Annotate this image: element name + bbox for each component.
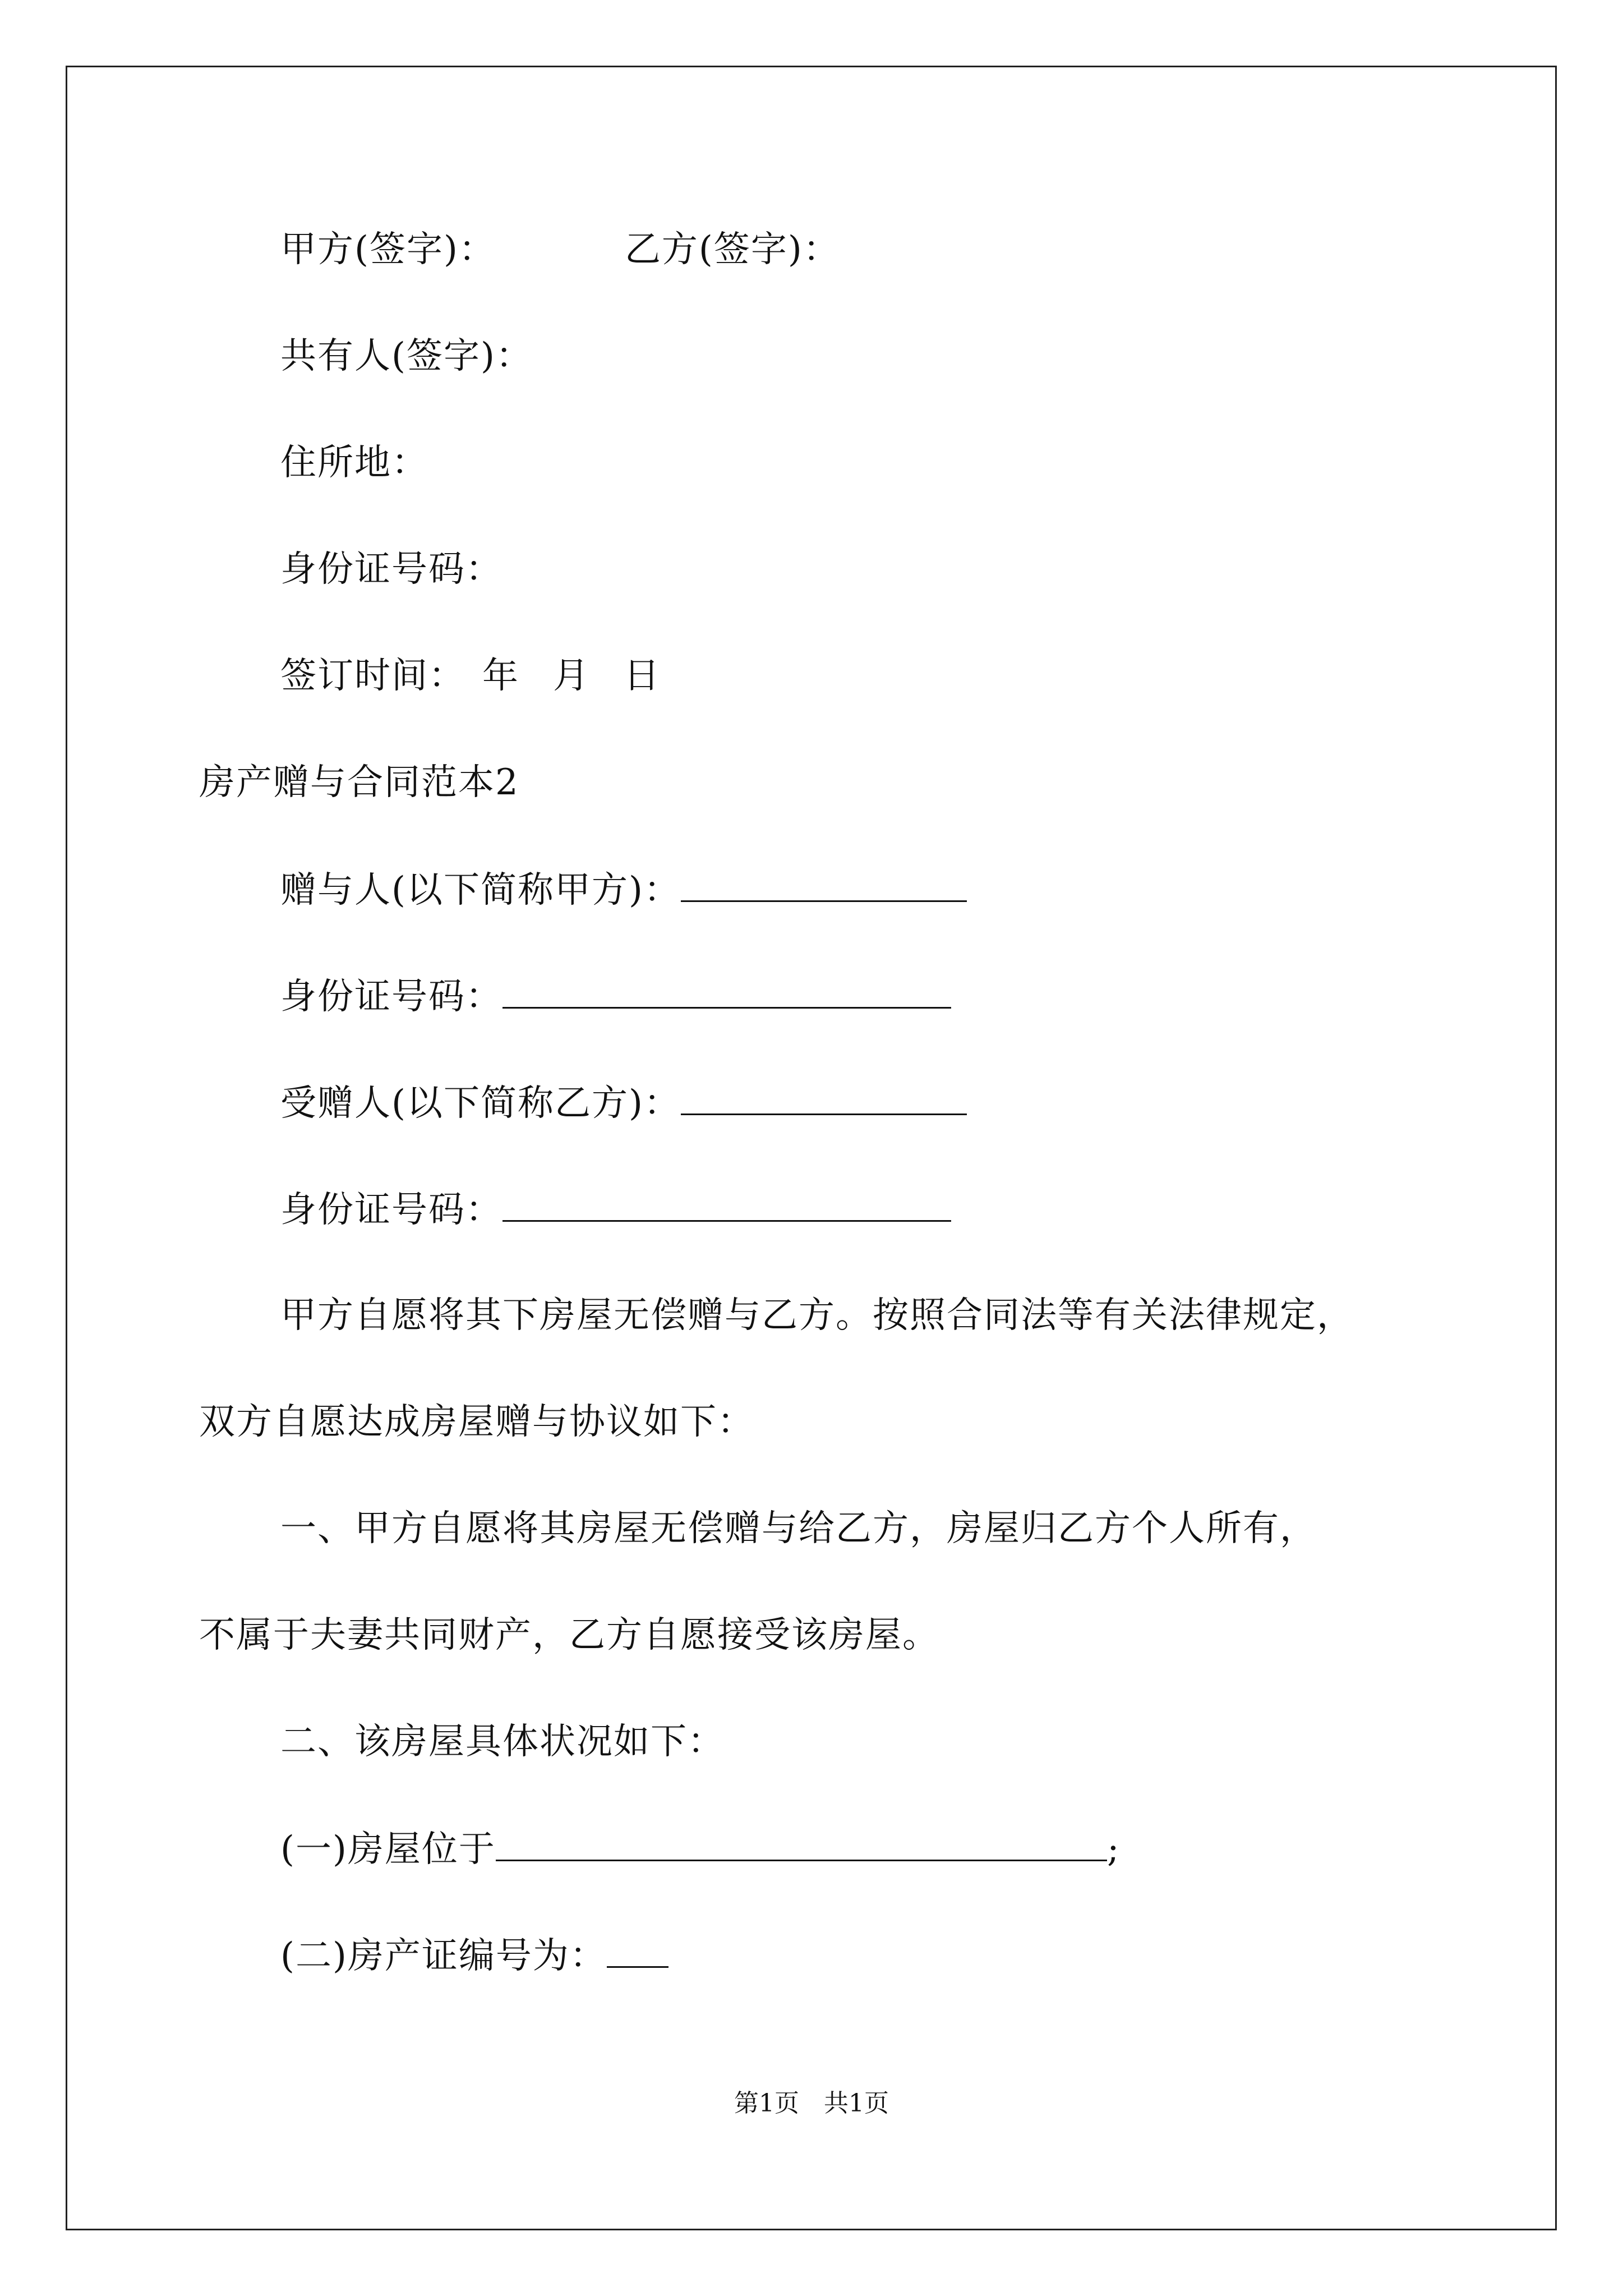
sign-time-line	[280, 654, 661, 698]
id-number-line	[280, 547, 502, 592]
location-blank[interactable]	[496, 1826, 1107, 1861]
donee-id-line	[280, 1186, 951, 1232]
page-footer: 第1页 共1页	[734, 2089, 889, 2118]
donee-id-label: 身份证号码：	[280, 1189, 502, 1231]
donee-line	[280, 1080, 967, 1126]
donor-id-line	[280, 973, 951, 1019]
donor-id-label: 身份证号码：	[280, 976, 502, 1018]
intro-paragraph-line-2: 双方自愿达成房屋赠与协议如下：	[199, 1401, 754, 1443]
party-b-sign-label: 乙方(签字)：	[624, 229, 840, 270]
co-owner-sign-label: 共有人(签字)：	[280, 335, 533, 377]
sign-month: 月	[553, 655, 590, 697]
clause-1-line-2: 不属于夫妻共同财产，乙方自愿接受该房屋。	[199, 1614, 939, 1656]
sign-time-label: 签订时间：	[280, 655, 465, 697]
item-1-label: (一)房屋位于	[280, 1829, 496, 1870]
donee-label: 受赠人(以下简称乙方)：	[280, 1083, 681, 1124]
donee-blank[interactable]	[681, 1080, 967, 1115]
donor-id-blank[interactable]	[502, 973, 951, 1009]
item-1-line	[280, 1826, 1121, 1872]
party-a-signature-line	[280, 227, 840, 272]
item-2-label: (二)房产证编号为：	[280, 1935, 607, 1977]
item-1-end: ;	[1106, 1829, 1121, 1870]
donor-line	[280, 867, 967, 913]
sign-year: 年	[482, 655, 519, 697]
donee-id-blank[interactable]	[502, 1186, 951, 1222]
co-owner-signature-line	[280, 334, 533, 379]
clause-1-line-1: 一、甲方自愿将其房屋无偿赠与给乙方，房屋归乙方个人所有，	[280, 1508, 1317, 1549]
contract-title: 房产赠与合同范本2	[199, 762, 519, 803]
residence-label: 住所地：	[280, 442, 428, 484]
id-number-label: 身份证号码：	[280, 549, 502, 590]
intro-paragraph-line-1: 甲方自愿将其下房屋无偿赠与乙方。按照合同法等有关法律规定，	[280, 1295, 1354, 1336]
item-2-line	[280, 1932, 668, 1978]
page-border	[66, 66, 1557, 2230]
sign-day: 日	[624, 655, 661, 697]
party-a-sign-label: 甲方(签字)：	[280, 229, 496, 270]
certificate-number-blank[interactable]	[607, 1932, 668, 1968]
donor-blank[interactable]	[681, 867, 967, 902]
clause-2-title: 二、该房屋具体状况如下：	[280, 1721, 725, 1763]
residence-line	[280, 440, 428, 485]
donor-label: 赠与人(以下简称甲方)：	[280, 869, 681, 911]
